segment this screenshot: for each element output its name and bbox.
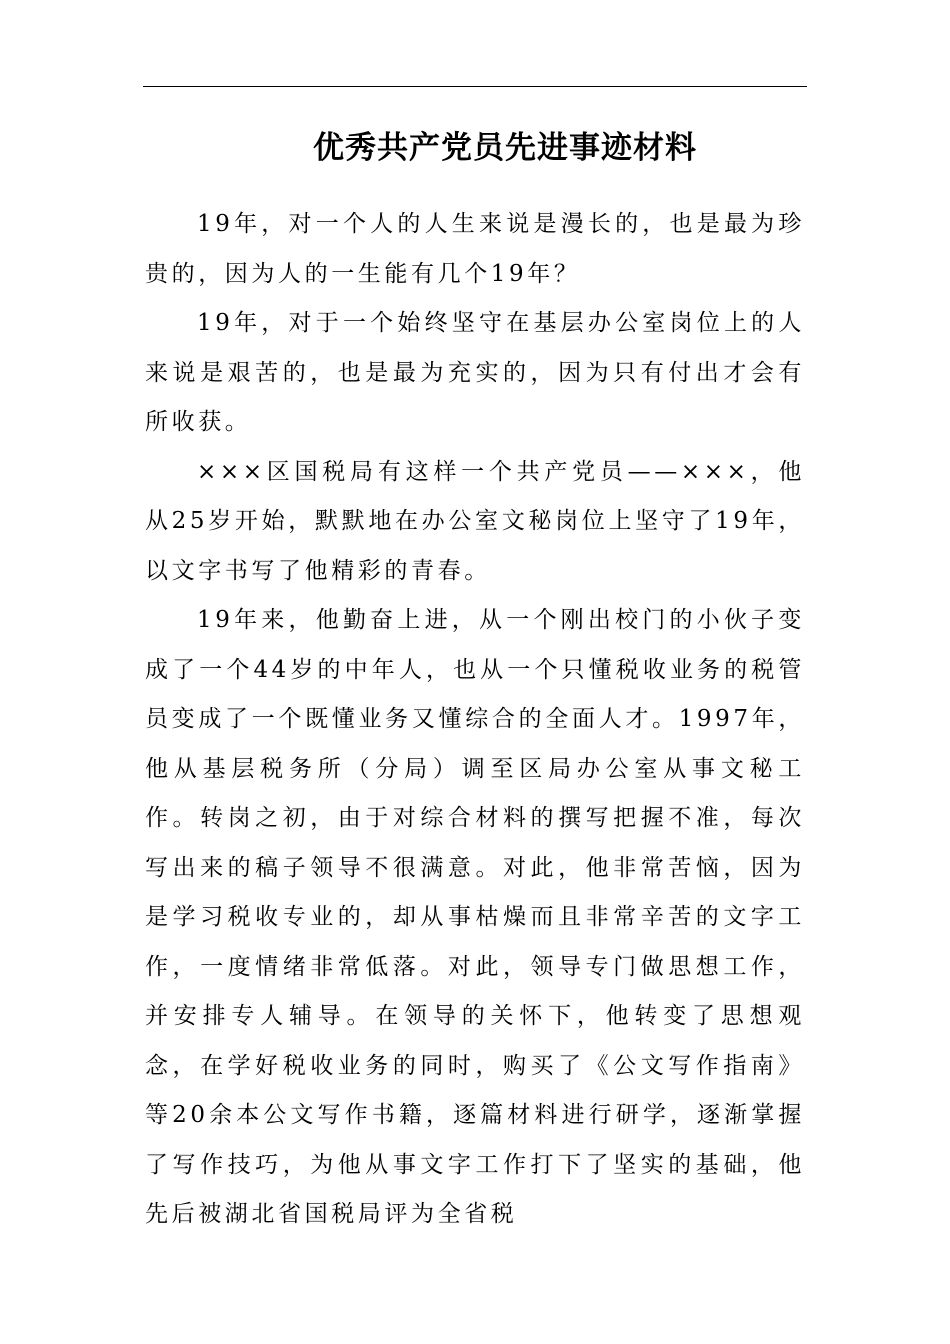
header-rule bbox=[143, 86, 807, 87]
document-body bbox=[145, 200, 805, 1240]
paragraph-2: 19年，对于一个始终坚守在基层办公室岗位上的人来说是艰苦的，也是最为充实的，因为只有付出才会有所收获。 bbox=[145, 310, 805, 435]
paragraph-1: 19年，对一个人的人生来说是漫长的，也是最为珍贵的，因为人的一生能有几个19年？ bbox=[145, 211, 805, 287]
document-title: 优秀共产党员先进事迹材料 bbox=[313, 130, 697, 166]
paragraph-4: 19年来，他勤奋上进，从一个刚出校门的小伙子变成了一个44岁的中年人，也从一个只懂税收业务的税管员变成了一个既懂业务又懂综合的全面人才。1997年，他从基层税务所（分局）调至区局办公室从事文秘工作。转岗之初，由于对综合材料的撰写把握不准，每次写出来的稿子领导不很满意。对此，他非常苦恼，因为是学习税收专业的，却从事枯燥而且非常辛苦的文字工作，一度情绪非常低落。对此，领导专门做思想工作，并安排专人辅导。在领导的关怀下，他转变了思想观念，在学好税收业务的同时，购买了《公文写作指南》等20余本公文写作书籍，逐篇材料进行研学，逐渐掌握了写作技巧，为他从事文字工作打下了坚实的基础，他先后被湖北省国税局评为全省税 bbox=[145, 607, 805, 1227]
paragraph-3: ×××区国税局有这样一个共产党员——×××，他从25岁开始，默默地在办公室文秘岗位上坚守了19年，以文字书写了他精彩的青春。 bbox=[145, 458, 805, 584]
